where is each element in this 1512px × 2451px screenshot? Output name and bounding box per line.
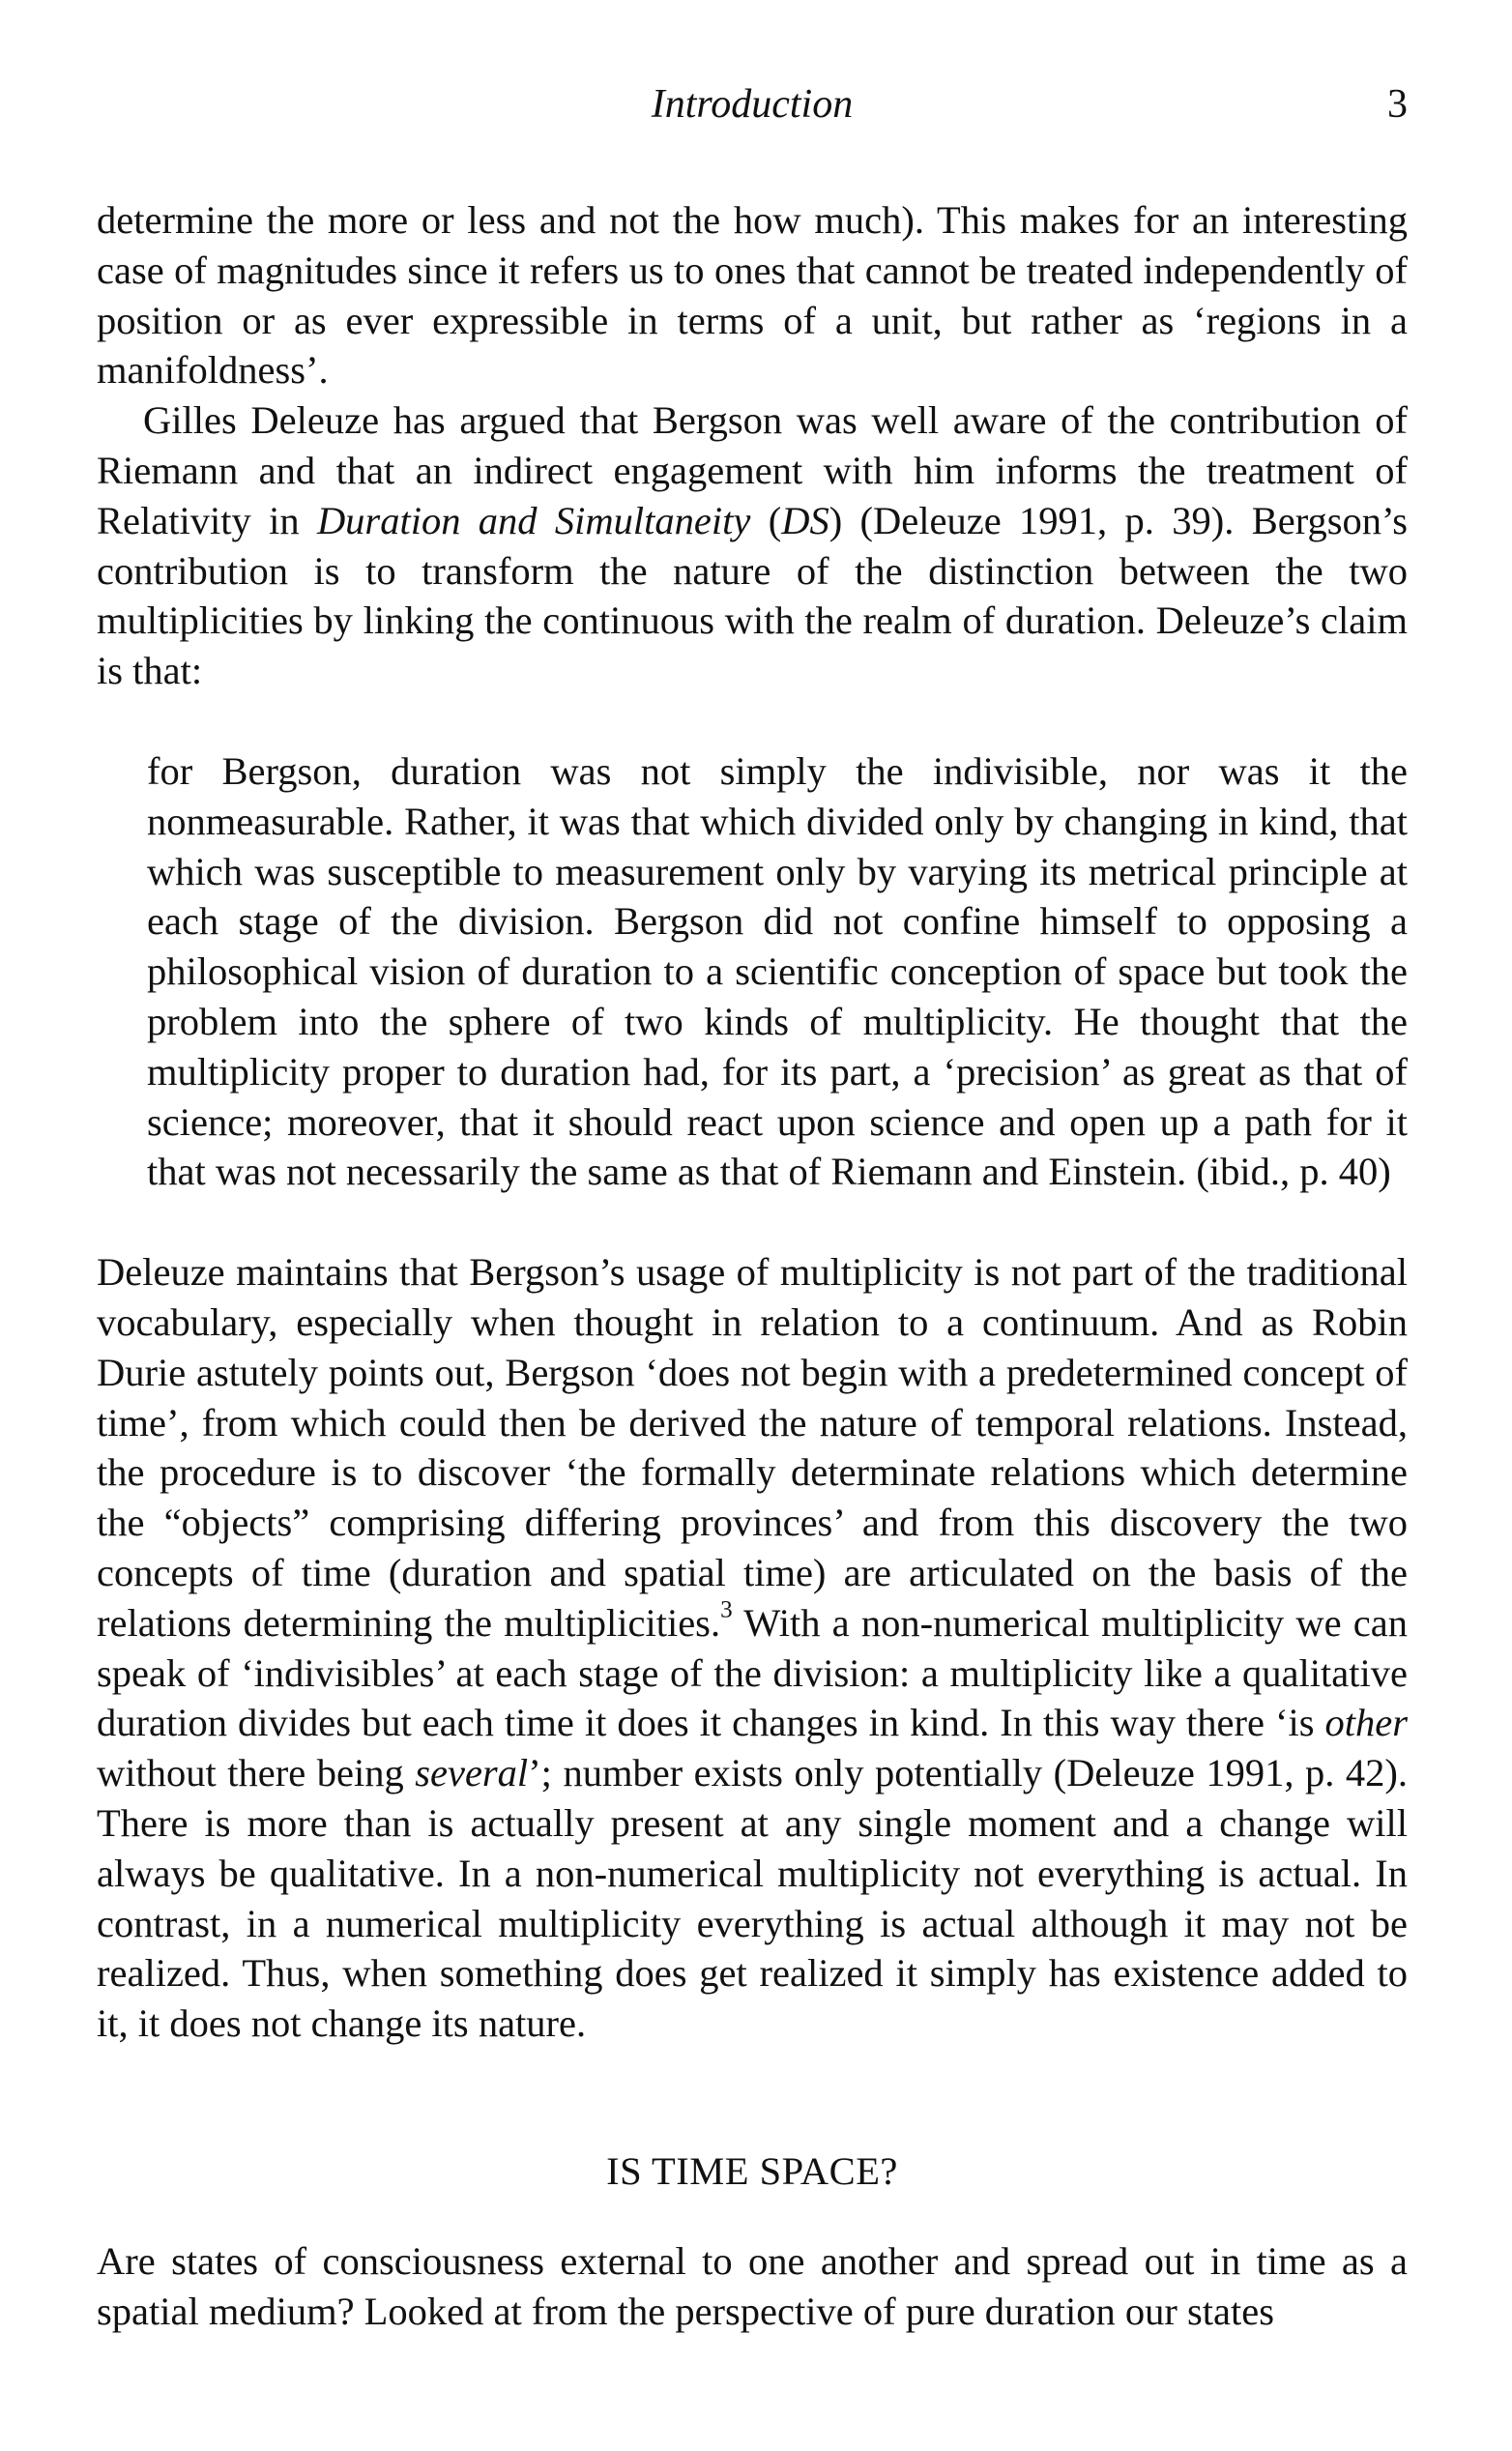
running-head <box>97 77 1408 131</box>
block-quote-text: for Bergson, duration was not simply the indivisible, nor was it the nonmeasurable. Rather, it was that which divided only by changing in kind, that which was susceptible to measurement only by varying its metrical principle at each stage of the division. Bergson did not confine himself to opposing a philosophical vision of duration to a scientific conception of space but took the problem into the sphere of two kinds of multiplicity. He thought that the multiplicity proper to duration had, for its part, a ‘precision’ as great as that of science; moreover, that it should react upon science and open up a path for it that was not necessarily the same as that of Riemann and Einstein. (ibid., p. 40) <box>147 748 1408 1194</box>
paragraph-1 <box>97 195 1408 395</box>
running-title: Introduction <box>651 82 854 127</box>
paragraph-2 <box>97 395 1408 696</box>
emphasis-several: several <box>415 1751 529 1795</box>
book-title-duration-and-simultaneity: Duration and Simultaneity <box>316 498 751 542</box>
paragraph-3-text-3: without there being <box>97 1751 416 1795</box>
paragraph-4 <box>97 2236 1408 2337</box>
section-heading: IS TIME SPACE? <box>606 2148 898 2193</box>
paragraph-2-text-start: Gilles Deleuze has argued that Bergson was well aware of the contribution of Riemann and that an indirect engagement with him informs the treatment of Relativity in <box>97 398 1408 542</box>
paragraph-4-text: Are states of consciousness external to one another and spread out in time as a spatial medium? Looked at from the perspective of pure duration our states <box>97 2238 1408 2333</box>
footnote-marker: 3 <box>720 1596 733 1623</box>
paragraph-3-text-2: With a non-numerical multiplicity we can speak of ‘indivisibles’ at each stage of the division: a multiplicity like a qualitative duration divides but each time it does it changes in kind. In this way there ‘is <box>97 1600 1408 1745</box>
paragraph-2-text-end: ) (Deleuze 1991, p. 39). Bergson’s contribution is to transform the nature of the distinction between the two multiplicities by linking the continuous with the realm of duration. Deleuze’s claim is that: <box>97 498 1408 693</box>
paragraph-2-paren: ( <box>750 498 782 542</box>
abbreviation-ds: DS <box>781 498 829 542</box>
paragraph-3-text-4: ’; number exists only potentially (Deleuze 1991, p. 42). There is more than is actually present at any single moment and a change will always be qualitative. In a non-numerical multiplicity not everything is actual. In contrast, in a numerical multiplicity everything is actual although it may not be realized. Thus, when something does get realized it simply has existence added to it, it does not change its nature. <box>97 1751 1408 2046</box>
page-number: 3 <box>1387 82 1408 127</box>
emphasis-other: other <box>1324 1701 1408 1745</box>
body-text <box>97 195 1408 2336</box>
paragraph-3-text-1: Deleuze maintains that Bergson’s usage of multiplicity is not part of the traditional vocabulary, especially when thought in relation to a continuum. And as Robin Durie astutely points out, Bergson ‘does not begin with a predetermined concept of time’, from which could then be derived the nature of temporal relations. Instead, the procedure is to discover ‘the formally determinate relations which determine the “objects” comprising differing provinces’ and from this discovery the two concepts of time (duration and spatial time) are articulated on the basis of the relations determining the multiplicities. <box>97 1250 1408 1645</box>
paragraph-3 <box>97 1247 1408 2049</box>
block-quote <box>147 746 1408 1197</box>
paragraph-1-text: determine the more or less and not the how much). This makes for an interesting case of magnitudes since it refers us to ones that cannot be treated independently of position or as ever expressible in terms of a unit, but rather as ‘regions in a manifoldness’. <box>97 198 1408 393</box>
